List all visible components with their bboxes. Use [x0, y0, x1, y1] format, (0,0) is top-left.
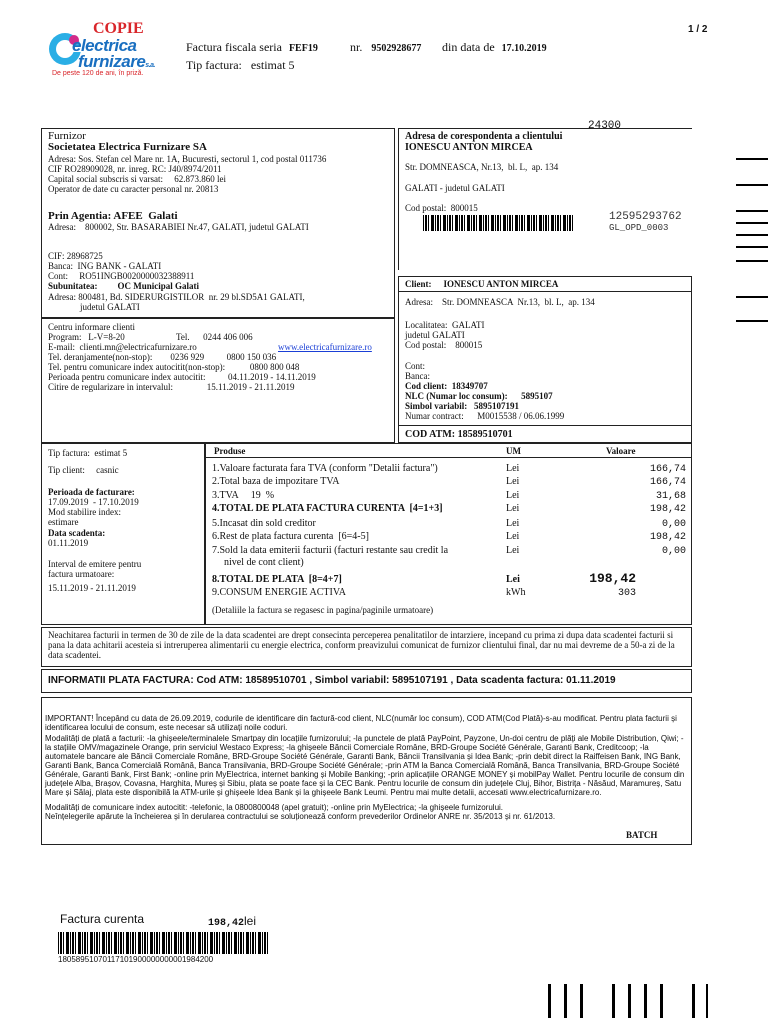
correspondence-name: IONESCU ANTON MIRCEA	[405, 142, 533, 153]
client-nlc: NLC (Numar loc consum): 5895107	[405, 391, 553, 401]
table-row: 6.Rest de plata factura curenta [6=4-5]	[212, 531, 369, 542]
page-number: 1 / 2	[688, 24, 708, 35]
summary-due-date: 01.11.2019	[48, 538, 89, 548]
top-code: 24300	[588, 120, 622, 132]
row-value: 198,42	[649, 532, 686, 543]
subunit-address-2: judetul GALATI	[80, 302, 140, 312]
row-value: 303	[617, 588, 636, 599]
invoice-type: Tip factura: estimat 5	[186, 58, 295, 72]
correspondence-barcode	[423, 215, 575, 231]
row-um: Lei	[506, 531, 520, 542]
agency-account: Cont: RO51INGB0020000032388911	[48, 271, 195, 281]
client-county: judetul GALATI	[405, 330, 465, 340]
side-code: 12595293762	[609, 211, 682, 223]
client-atm: COD ATM: 18589510701	[405, 429, 513, 440]
client-address: Adresa: Str. DOMNEASCA Nr.13, bl. L, ap. 134	[405, 297, 595, 307]
table-row: 8.TOTAL DE PLATA [8=4+7]	[212, 574, 342, 585]
invoice-serie: Factura fiscala seria FEF19	[186, 40, 318, 54]
invoice-number: nr. 9502928677	[350, 40, 422, 54]
client-label: Client: IONESCU ANTON MIRCEA	[405, 279, 559, 289]
supplier-line: Adresa: Sos. Stefan cel Mare nr. 1A, Bucuresti, sectorul 1, cod postal 011736	[48, 154, 327, 164]
agency-address: Adresa: 800002, Str. BASARABIEI Nr.47, GALATI, judetul GALATI	[48, 222, 309, 232]
table-row: 3.TVA 19 %	[212, 490, 275, 501]
bottom-marks	[548, 984, 708, 1018]
payment-info: INFORMATII PLATA FACTURA: Cod ATM: 18589510701 , Simbol variabil: 5895107191 , Data scadenta factura: 01.11.2019	[48, 675, 616, 686]
index-communication: Modalități de comunicare index autocitit: -telefonic, la 0800800048 (apel gratuit); -online prin MyElectrica; -la ghișeele furnizorului.	[45, 803, 504, 812]
row-um: Lei	[506, 476, 520, 487]
correspondence-postal: Cod postal: 800015	[405, 203, 478, 213]
payment-methods: Modalități de plată a facturii: -la ghișeele/terminalele Smartpay din locațiile furnizorului; -la punctele de plată PayPoint, Payzone, Un-doi centru de plăți ale Mobile Distribution, Qiwi; -la stațiile OMV/magazinele Orange, prin serviciul Westaco Express; -la ghișeele Băncii Comerciale Române, BRD-Groupe Société Générale, Garanti Bank, Creditcoop; -la automatele bancare ale Băncii Comerciale Române, BRD-Groupe Société Générale, Garanti Bank, Băncii Transilvania și Idea Bank; -prin debit direct la Raiffeisen Bank, ING Bank, Garanti Bank, Banca Comercială Română, Banca Transilvania, BRD-Groupe Société Générale; -prin ATM la Banca Comercială Română, Banca Transilvania, BRD-Groupe Société Générale, Garanti Bank, First Bank; -online prin MyElectrica, internet banking și Mobile Banking; -prin aplicațiile ORANGE MONEY și mobilPay Wallet. Pentru locurile de consum din județele Alba, Brașov, Covasna, Harghita, Mureș și Sibiu, plata se poate face și la CEC Bank. Pentru locurile de consum din județele Cluj, Bihor, Bistrița - Năsăud, Maramureș, Satu Mare și Sălaj, plata este disponibilă la ATM-urile și ghișeele Idea Bank și la ghișeele Bank Leumi. Pentru mai multe detalii, accesati www.electricafurnizare.ro.	[45, 734, 685, 797]
client-bank: Banca:	[405, 371, 430, 381]
important-box	[41, 697, 692, 845]
supplier-title: Furnizor	[48, 130, 86, 142]
summary-due-label: Data scadenta:	[48, 528, 106, 538]
warning-box	[41, 627, 692, 667]
agency-name: Prin Agentia: AFEE Galati	[48, 210, 178, 222]
row-um: Lei	[506, 518, 520, 529]
summary-period: 17.09.2019 - 17.10.2019	[48, 497, 139, 507]
table-row: 2.Total baza de impozitare TVA	[212, 476, 340, 487]
row-um: Lei	[506, 490, 520, 501]
info-program: Program: L-V=8-20	[48, 332, 125, 342]
disputes-notice: Neînțelegerile apărute la încheierea și în derularea contractului se soluționează conform prevederilor Ordinelor ANRE nr. 35/2013 și nr. 61/2013.	[45, 812, 556, 821]
copie-mark: COPIE	[93, 20, 144, 37]
agency-bank: Banca: ING BANK - GALATI	[48, 261, 162, 271]
products-header-produse: Produse	[214, 446, 246, 456]
table-row: 7.Sold la data emiterii facturii (facturi restante sau credit la	[212, 545, 449, 556]
row-value: 0,00	[661, 546, 686, 557]
info-autocitit: Tel. pentru comunicare index autocitit(non-stop): 0800 800 048	[48, 362, 300, 372]
current-invoice-amount: 198,42lei	[208, 914, 257, 929]
client-code: Cod client: 18349707	[405, 381, 488, 391]
products-table	[205, 443, 692, 625]
info-email: E-mail: clienti.mn@electricafurnizare.ro	[48, 342, 197, 352]
important-notice: IMPORTANT! Începând cu data de 26.09.2019, codurile de identificare din factură-cod client, NLC(număr loc consum), COD ATM(Cod Plată)-s-au modificat. Pentru plata facturii și identificarea locului de consum, este necesar să utilizați noile coduri.	[45, 714, 677, 732]
summary-period-label: Perioada de facturare:	[48, 487, 135, 497]
summary-next-interval-label-2: factura urmatoare:	[48, 569, 115, 579]
supplier-line: Operator de date cu caracter personal nr. 20813	[48, 184, 219, 194]
logo-text-1: electrica	[72, 36, 137, 55]
subunit: Subunitatea: OC Municipal Galati	[48, 281, 200, 291]
invoice-date: din data de 17.10.2019	[442, 40, 547, 54]
row-um: Lei	[506, 545, 520, 556]
payment-info-box	[41, 669, 692, 693]
correspondence-box	[398, 128, 692, 270]
logo-tagline: De peste 120 de ani, în priză.	[52, 70, 144, 77]
products-header-um: UM	[506, 446, 521, 456]
row-um: Lei	[506, 503, 520, 514]
info-citire: Citire de regularizare in intervalul: 15.11.2019 - 21.11.2019	[48, 382, 295, 392]
info-phone: Tel. 0244 406 006	[176, 332, 253, 342]
website-link[interactable]: www.electricafurnizare.ro	[278, 342, 372, 352]
client-postal: Cod postal: 800015	[405, 340, 483, 350]
correspondence-city: GALATI - judetul GALATI	[405, 183, 505, 193]
row-value-total: 198,42	[589, 571, 636, 586]
client-box	[398, 276, 692, 443]
info-center-box	[41, 318, 395, 443]
info-deranjamente: Tel. deranjamente(non-stop): 0236 929 0800 150 036	[48, 352, 277, 362]
side-marks	[736, 158, 768, 328]
client-contract: Numar contract: M0015538 / 06.06.1999	[405, 411, 565, 421]
table-row: 1.Valoare facturata fara TVA (conform "Detalii factura")	[212, 463, 438, 474]
table-row: 9.CONSUM ENERGIE ACTIVA	[212, 587, 346, 598]
summary-next-interval-label: Interval de emitere pentru	[48, 559, 142, 569]
table-row-continued: nivel de cont client)	[224, 557, 304, 568]
row-um: kWh	[506, 587, 526, 598]
client-locality: Localitatea: GALATI	[405, 320, 485, 330]
summary-mode: estimare	[48, 517, 79, 527]
client-simbol: Simbol variabil: 5895107191	[405, 401, 520, 411]
row-value: 0,00	[661, 519, 686, 530]
client-account: Cont:	[405, 361, 426, 371]
logo-text-2: furnizares.a.	[78, 52, 155, 71]
row-value: 31,68	[655, 491, 686, 502]
invoice-summary-box	[41, 443, 205, 625]
supplier-line: CIF RO28909028, nr. inreg. RC: J40/8974/2011	[48, 164, 222, 174]
agency-cif: CIF: 28968725	[48, 251, 103, 261]
row-value: 198,42	[649, 504, 686, 515]
row-um: Lei	[506, 463, 520, 474]
info-perioada: Perioada pentru comunicare index autocitit: 04.11.2019 - 14.11.2019	[48, 372, 316, 382]
table-row: 5.Incasat din sold creditor	[212, 518, 316, 529]
summary-invoice-type: Tip factura: estimat 5	[48, 448, 128, 458]
correspondence-title: Adresa de corespondenta a clientului	[405, 131, 563, 142]
summary-next-interval: 15.11.2019 - 21.11.2019	[48, 583, 136, 593]
batch-label: BATCH	[626, 830, 658, 840]
supplier-name: Societatea Electrica Furnizare SA	[48, 141, 207, 153]
subunit-address: Adresa: 800481, Bd. SIDERURGISTILOR nr. 29 bl.SD5A1 GALATI,	[48, 292, 305, 302]
products-note: (Detaliile la factura se regasesc in pagina/paginile urmatoare)	[212, 605, 434, 615]
supplier-box	[41, 128, 395, 318]
barcode-digits: 18058951070117101900000000001984200	[58, 955, 214, 964]
info-title: Centru informare clienti	[48, 322, 135, 332]
payment-barcode	[58, 932, 268, 954]
company-logo	[48, 30, 168, 82]
supplier-line: Capital social subscris si varsat: 62.873.860 lei	[48, 174, 226, 184]
row-value: 166,74	[649, 477, 686, 488]
late-payment-warning: Neachitarea facturii in termen de 30 de zile de la data scadentei are drept consecinta perceperea penalitatilor de intarziere, incepand cu prima zi dupa data scadentei facturii si pana la data achitarii acesteia si intreruperea alimentarii cu energie electrica, conform preavizului comunicat de furnizor clientului final, dar nu mai devreme de a 50-a zi de la data scadentei.	[48, 630, 675, 660]
correspondence-street: Str. DOMNEASCA, Nr.13, bl. L, ap. 134	[405, 162, 559, 172]
products-header-valoare: Valoare	[606, 446, 636, 456]
summary-client-type: Tip client: casnic	[48, 465, 119, 475]
summary-mode-label: Mod stabilire index:	[48, 507, 121, 517]
side-code-2: GL_OPD_0003	[609, 223, 669, 233]
table-row: 4.TOTAL DE PLATA FACTURA CURENTA [4=1+3]	[212, 503, 443, 514]
row-value: 166,74	[649, 464, 686, 475]
current-invoice-label: Factura curenta	[60, 912, 145, 926]
row-um: Lei	[506, 574, 520, 585]
